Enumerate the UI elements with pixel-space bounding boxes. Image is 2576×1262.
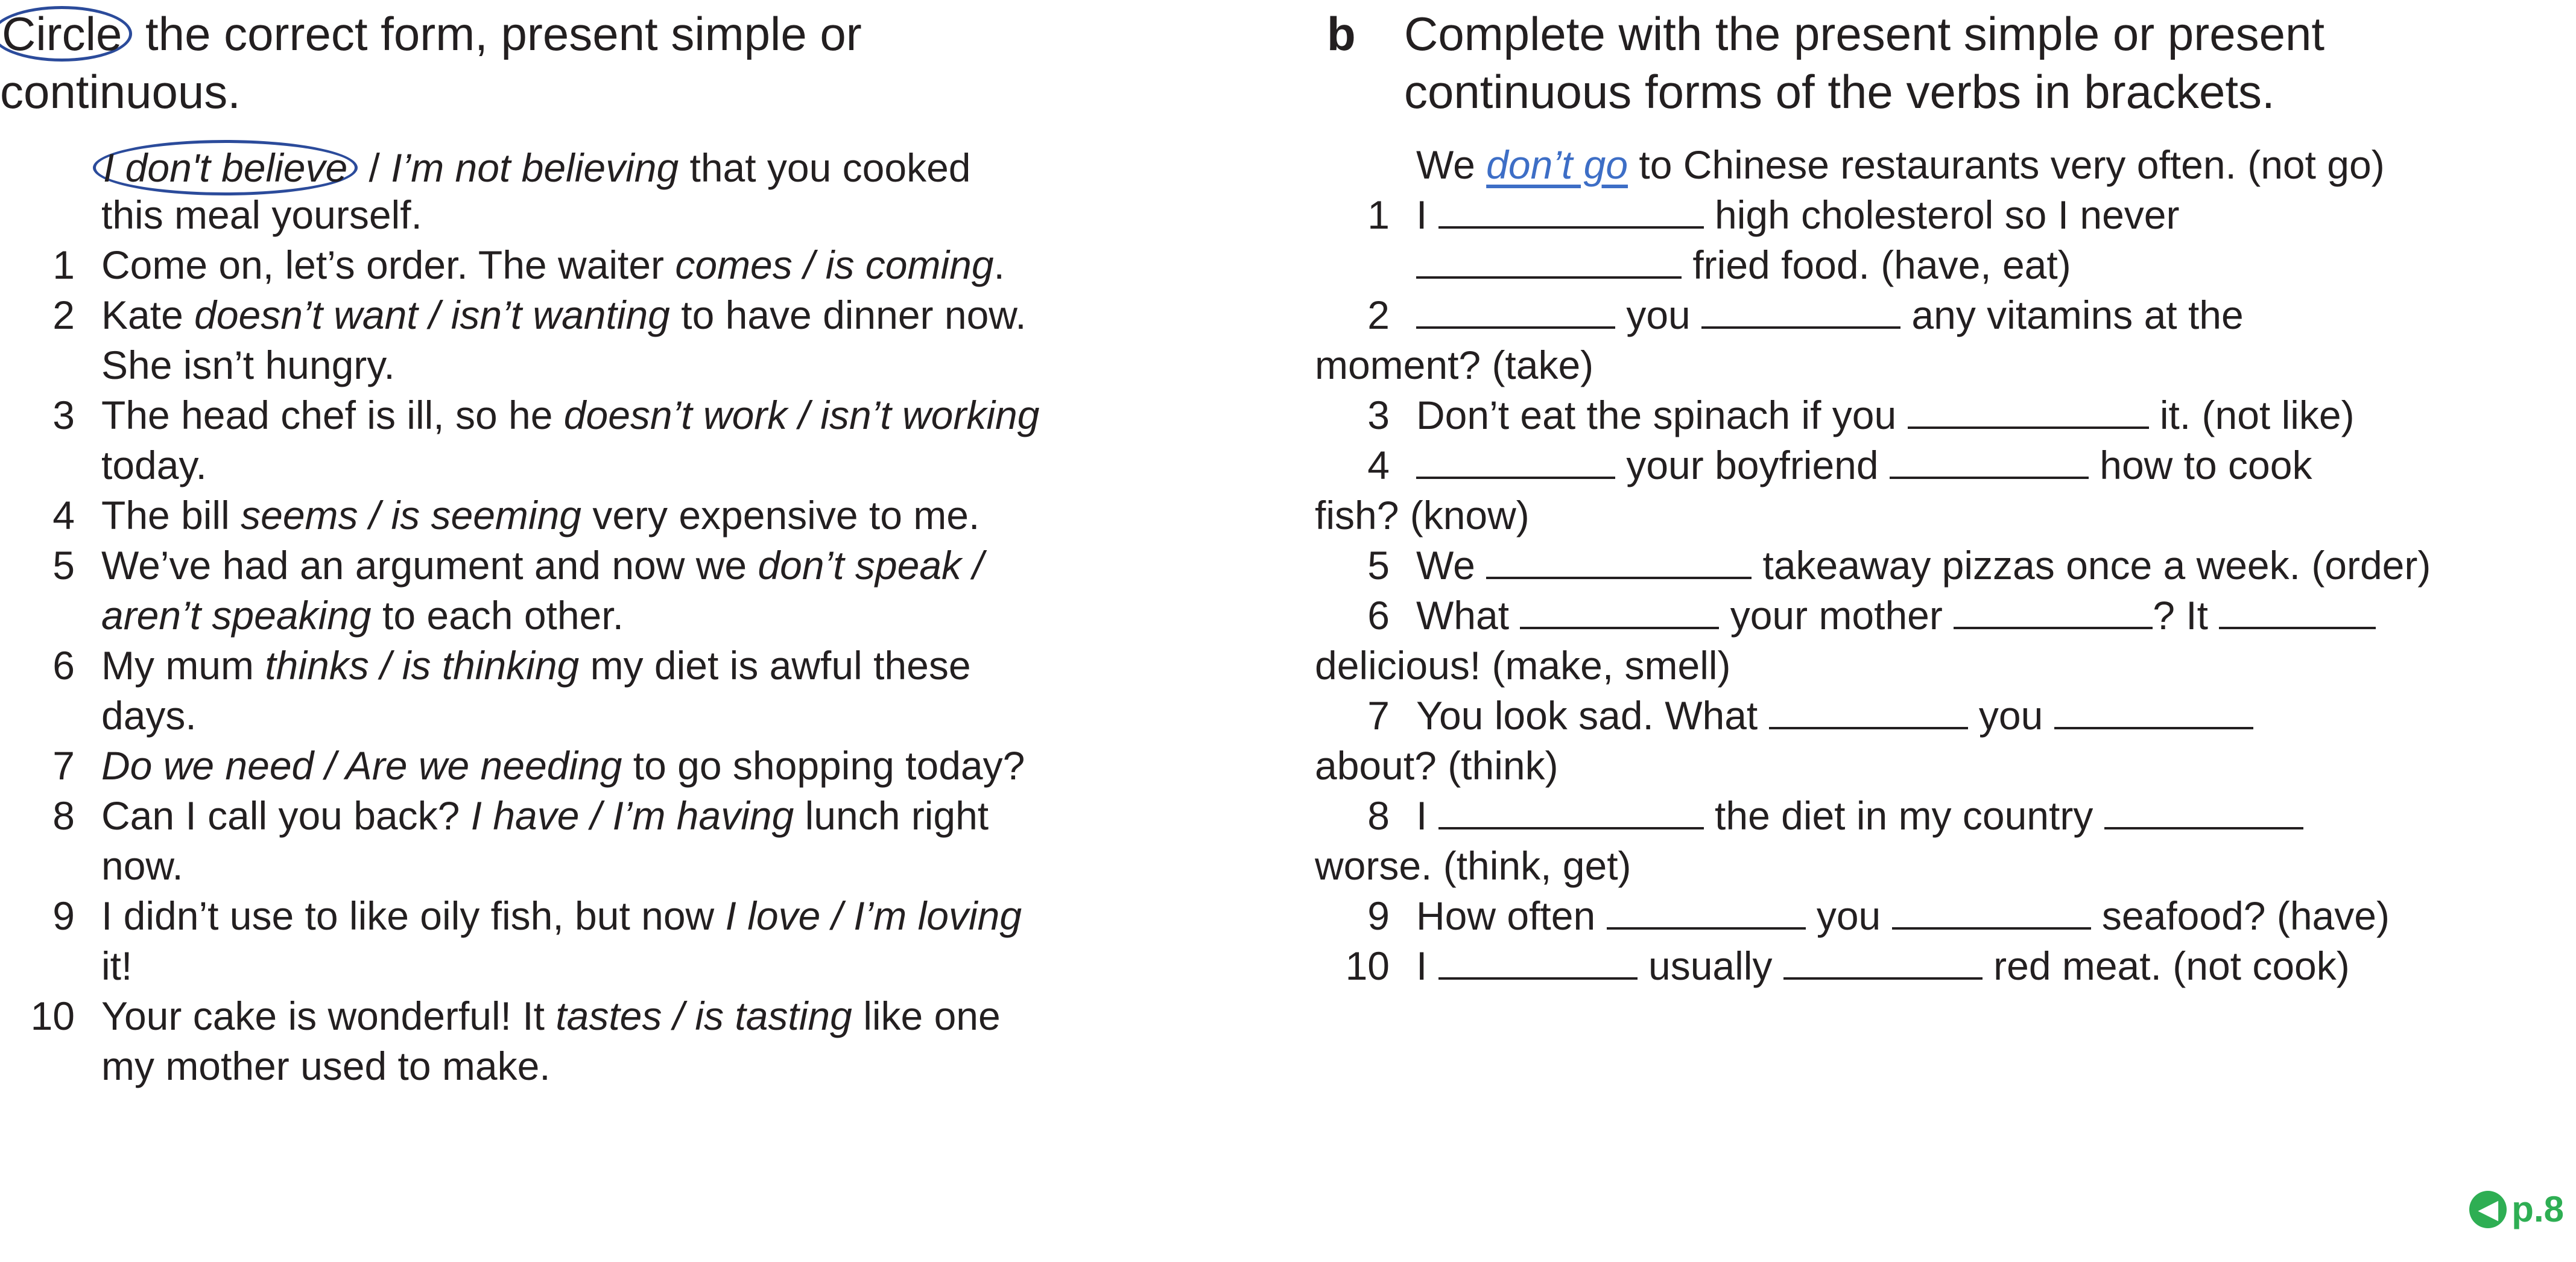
answer-blank[interactable]: [1416, 440, 1615, 479]
item-line: [101, 891, 1022, 941]
item-line-continued: [1416, 240, 2071, 290]
item-line: [101, 741, 1025, 791]
text-segment: about? (think): [1315, 743, 1559, 788]
item-number: 9: [52, 893, 75, 938]
text-segment: We’ve had an argument and now we: [101, 543, 758, 588]
text-segment: You look sad. What: [1416, 693, 1769, 738]
text-segment: worse. (think, get): [1315, 843, 1631, 888]
item-number: 7: [52, 743, 75, 788]
item-line: [1416, 891, 2390, 941]
item-number: 4: [1367, 443, 1390, 487]
verb-options[interactable]: tastes / is tasting: [555, 994, 852, 1038]
answer-blank[interactable]: [1520, 591, 1719, 629]
item-number: 8: [52, 793, 75, 838]
example-a-sep: /: [358, 145, 391, 190]
answer-blank[interactable]: [1892, 891, 2091, 930]
text-segment: how to cook: [2088, 443, 2312, 487]
text-segment: Your cake is wonderful! It: [101, 994, 556, 1038]
verb-options[interactable]: I love / I’m loving: [725, 893, 1022, 938]
verb-options[interactable]: I have / I’m having: [470, 793, 794, 838]
text-segment: to have dinner now.: [669, 293, 1027, 337]
answer-blank[interactable]: [1783, 941, 1983, 980]
text-segment: I: [1416, 943, 1438, 988]
text-segment: ? It: [2153, 593, 2220, 638]
example-b-pre: We: [1416, 142, 1487, 187]
item-number: 7: [1367, 693, 1390, 738]
item-line-continued: [101, 841, 183, 891]
verb-options[interactable]: thinks / is thinking: [265, 643, 580, 688]
item-line: [101, 490, 979, 541]
text-segment: it!: [101, 943, 133, 988]
text-segment: fish? (know): [1315, 493, 1530, 537]
text-segment: any vitamins at the: [1900, 293, 2244, 337]
item-line-continued: [101, 440, 207, 490]
item-line: [1416, 440, 2312, 490]
exercise-a: [0, 0, 1218, 1088]
item-line: [101, 240, 1005, 290]
text-segment: delicious! (make, smell): [1315, 643, 1731, 688]
text-segment: Kate: [101, 293, 195, 337]
item-line: [101, 541, 984, 591]
text-segment: She isn’t hungry.: [101, 343, 395, 387]
text-segment: seafood? (have): [2090, 893, 2390, 938]
item-number: 3: [52, 393, 75, 437]
item-line-continued: [1315, 641, 1731, 691]
item-line: [101, 641, 971, 691]
text-segment: usually: [1637, 943, 1783, 988]
item-line: [101, 991, 1001, 1041]
text-segment: Come on, let’s order. The waiter: [101, 243, 676, 287]
text-segment: to go shopping today?: [622, 743, 1025, 788]
text-segment: my diet is awful these: [579, 643, 971, 688]
item-line: [1416, 791, 2303, 841]
text-segment: I didn’t use to like oily fish, but now: [101, 893, 726, 938]
text-segment: Don’t eat the spinach if you: [1416, 393, 1908, 437]
answer-blank[interactable]: [1701, 290, 1900, 329]
text-segment: moment? (take): [1315, 343, 1594, 387]
item-number: 10: [30, 994, 75, 1038]
answer-blank[interactable]: [1438, 791, 1704, 829]
text-segment: days.: [101, 693, 197, 738]
item-line-continued: [101, 1041, 551, 1091]
item-line: [1416, 541, 2431, 591]
text-segment: takeaway pizzas once a week. (order): [1752, 543, 2431, 588]
item-number: 3: [1367, 393, 1390, 437]
arrow-left-icon: ◀: [2469, 1191, 2507, 1228]
answer-blank[interactable]: [1769, 691, 1968, 729]
text-segment: your boyfriend: [1615, 443, 1890, 487]
answer-blank[interactable]: [1908, 390, 2149, 429]
text-segment: red meat. (not cook): [1982, 943, 2350, 988]
exercise-b-heading: [1315, 5, 2576, 121]
text-segment: now.: [101, 843, 183, 888]
item-number: 6: [52, 643, 75, 688]
text-segment: What: [1416, 593, 1521, 638]
text-segment: you: [1967, 693, 2054, 738]
example-a-circled: I don't believe: [93, 140, 358, 195]
text-segment: to each other.: [371, 593, 624, 638]
item-number: 4: [52, 493, 75, 537]
item-line: [1416, 390, 2355, 440]
text-segment: my mother used to make.: [101, 1044, 551, 1088]
answer-blank[interactable]: [1890, 440, 2089, 479]
item-line: [101, 290, 1027, 340]
answer-blank[interactable]: [2054, 691, 2253, 729]
item-line: [101, 390, 1039, 440]
heading-a-line2: continuous.: [0, 65, 241, 118]
text-segment: I: [1416, 793, 1438, 838]
example-b-answer: don’t go: [1486, 142, 1628, 187]
text-segment: your mother: [1719, 593, 1954, 638]
text-segment: .: [993, 243, 1005, 287]
verb-options[interactable]: don’t speak /: [758, 543, 984, 588]
verb-options[interactable]: doesn’t work / isn’t working: [563, 393, 1040, 437]
item-line-continued: [1315, 741, 1559, 791]
text-segment: today.: [101, 443, 207, 487]
text-segment: very expensive to me.: [581, 493, 980, 537]
item-number: 2: [1367, 293, 1390, 337]
circled-word: Circle: [0, 6, 132, 62]
answer-blank[interactable]: [2104, 791, 2303, 829]
verb-options[interactable]: Do we need / Are we needing: [101, 743, 622, 788]
item-line-continued: [101, 691, 197, 741]
item-line-continued: [1315, 841, 1631, 891]
item-line: [1416, 290, 2244, 340]
example-a-option2: I’m not believing: [391, 145, 679, 190]
text-segment: lunch right: [794, 793, 989, 838]
text-segment: you: [1805, 893, 1892, 938]
text-segment: you: [1615, 293, 1702, 337]
answer-blank[interactable]: [1486, 541, 1752, 579]
answer-blank[interactable]: [1416, 240, 1682, 279]
answer-blank[interactable]: [1416, 290, 1615, 329]
answer-blank[interactable]: [2219, 591, 2376, 629]
item-number: 5: [1367, 543, 1390, 588]
text-segment: We: [1416, 543, 1487, 588]
item-line: [101, 791, 989, 841]
text-segment: like one: [852, 994, 1001, 1038]
heading-b-line1: Complete with the present simple or present: [1404, 7, 2325, 60]
text-segment: My mum: [101, 643, 265, 688]
verb-options[interactable]: seems / is seeming: [241, 493, 581, 537]
example-a-line2: this meal yourself.: [101, 192, 422, 237]
item-line-continued: [101, 941, 132, 991]
verb-options[interactable]: comes / is coming: [675, 243, 994, 287]
answer-blank[interactable]: [1438, 190, 1704, 229]
text-segment: The head chef is ill, so he: [101, 393, 564, 437]
example-a-tail: that you cooked: [679, 145, 971, 190]
item-number: 10: [1345, 943, 1390, 988]
item-line-continued: [1315, 340, 1593, 390]
text-segment: high cholesterol so I never: [1703, 192, 2180, 237]
page-ref-label: p.8: [2511, 1189, 2564, 1229]
verb-options[interactable]: doesn’t want / isn’t wanting: [194, 293, 670, 337]
verb-options[interactable]: aren’t speaking: [101, 593, 372, 638]
example-b-post: to Chinese restaurants very often. (not go): [1628, 142, 2385, 187]
item-number: 8: [1367, 793, 1390, 838]
item-line: [1416, 591, 2376, 641]
item-number: 1: [52, 243, 75, 287]
answer-blank[interactable]: [1607, 891, 1806, 930]
exercise-letter: b: [1327, 7, 1356, 60]
heading-a-line1: the correct form, present simple or: [132, 7, 862, 60]
exercise-b: [1315, 0, 2576, 1229]
text-segment: the diet in my country: [1703, 793, 2104, 838]
exercise-a-heading: [0, 5, 1218, 121]
text-segment: How often: [1416, 893, 1607, 938]
item-number: 6: [1367, 593, 1390, 638]
item-line: [1416, 691, 2253, 741]
item-number: 9: [1367, 893, 1390, 938]
item-line-continued: [101, 591, 624, 641]
item-line: [1416, 941, 2350, 991]
item-number: 1: [1367, 192, 1390, 237]
text-segment: The bill: [101, 493, 241, 537]
text-segment: I: [1416, 192, 1438, 237]
item-line-continued: [1315, 490, 1530, 541]
heading-b-line2: continuous forms of the verbs in brackets.: [1404, 65, 2275, 118]
item-line: [1416, 190, 2179, 240]
text-segment: Can I call you back?: [101, 793, 471, 838]
text-segment: it. (not like): [2148, 393, 2355, 437]
page-reference[interactable]: [2469, 1188, 2564, 1230]
item-line-continued: [101, 340, 395, 390]
item-number: 5: [52, 543, 75, 588]
item-number: 2: [52, 293, 75, 337]
answer-blank[interactable]: [1954, 591, 2153, 629]
answer-blank[interactable]: [1438, 941, 1638, 980]
text-segment: fried food. (have, eat): [1682, 243, 2071, 287]
